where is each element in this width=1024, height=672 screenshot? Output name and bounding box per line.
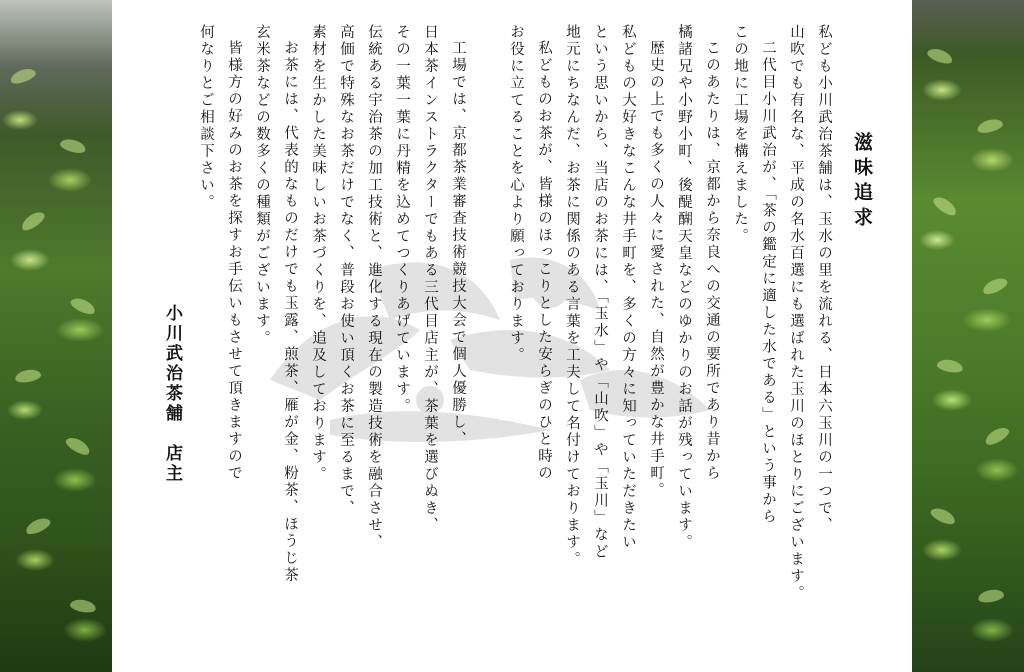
text-line: 何なりとご相談下さい。 — [198, 24, 214, 211]
text-line: 歴史の上でも多くの人々に愛された、自然が豊かな井手町。 — [648, 39, 664, 499]
text-line: この地に工場を構えました。 — [732, 24, 748, 245]
paragraph-gap — [472, 24, 502, 654]
text-line: 橘諸兄や小野小町、後醍醐天皇などのゆかりのお話が残っています。 — [676, 24, 692, 551]
text-line: お役に立てることを心より願っております。 — [508, 24, 524, 364]
text-line: 地元にちなんだ、お茶に関係のある言葉を工夫して名付けております。 — [564, 24, 580, 568]
text-line: 日本茶インストラクターでもある三代目店主が、茶葉を選びぬき、 — [422, 24, 438, 534]
text-line: お茶には、代表的なものだけでも玉露、煎茶、雁が金、粉茶、ほうじ茶 — [282, 39, 298, 584]
text-line: 高価で特殊なお茶だけでなく、普段お使い頂くお茶に至るまで、 — [338, 24, 354, 517]
text-line: このあたりは、京都から奈良への交通の要所であり昔から — [704, 39, 720, 482]
shop-signature: 小川武治茶舗 店主 — [162, 304, 182, 484]
text-line: 私どもの大好きなこんな井手町を、多くの方々に知っていただきたい — [620, 24, 636, 551]
text-line: その一葉一葉に丹精を込めてつくりあげています。 — [394, 24, 410, 415]
text-line: 山吹でも有名な、平成の名水百選にも選ばれた玉川のほとりにございます。 — [788, 24, 804, 602]
text-line: という思いから、当店のお茶には、「玉水」や「山吹」や「玉川」など — [592, 24, 608, 561]
tea-bush-photo-left — [0, 0, 112, 672]
text-line: 伝統ある宇治茶の加工技術と、進化する現在の製造技術を融合させ、 — [366, 24, 382, 551]
text-line: 工場では、京都茶業審査技術競技大会で個人優勝し、 — [450, 39, 466, 448]
text-line: 私どものお茶が、皆様のほっこりとした安らぎのひと時の — [536, 39, 552, 482]
tea-bush-photo-right — [912, 0, 1024, 672]
page-title: 滋味追求 — [851, 132, 873, 232]
text-line: 玄米茶などの数多くの種類がございます。 — [254, 24, 270, 347]
text-line: 私ども小川武治茶舗は、玉水の里を流れる、日本六玉川の一つで、 — [816, 24, 832, 534]
text-line: 皆様方の好みのお茶を探すお手伝いもさせて頂きますので — [226, 39, 242, 482]
text-line: 素材を生かした美味しいお茶づくりを、追及しております。 — [310, 24, 326, 483]
vertical-text-body — [158, 24, 876, 654]
text-line: 二代目小川武治が、「茶の鑑定に適した水である」という事から — [760, 39, 776, 526]
